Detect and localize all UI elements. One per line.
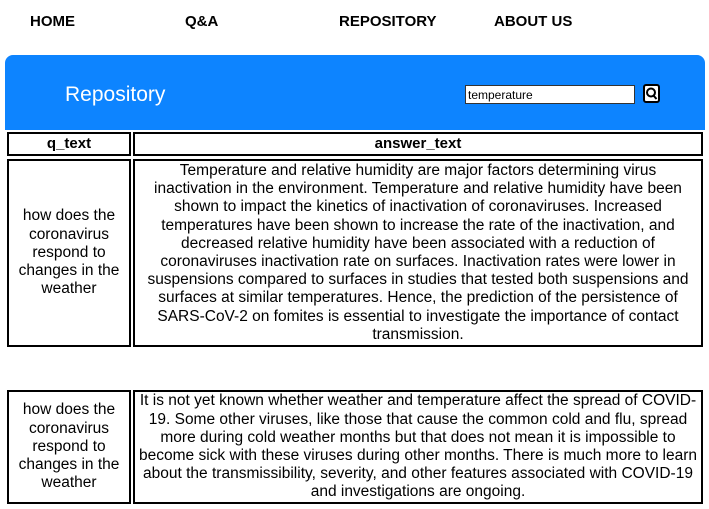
nav-home[interactable]: HOME	[30, 13, 75, 30]
column-header-answer-text: answer_text	[133, 132, 703, 156]
answer-text-cell: It is not yet known whether weather and temperature affect the spread of COVID-19. Some other viruses, like those that cause the common cold and flu, spread more during cold weather months but that does not mean it is impossible to become sick with these viruses during other months. There is much more to learn about the transmissibility, severity, and other features associated with COVID-19 and investigations are ongoing.	[133, 390, 703, 504]
search-button[interactable]	[643, 84, 660, 103]
nav-repository[interactable]: REPOSITORY	[339, 13, 437, 30]
q-text-cell: how does the coronavirus respond to changes in the weather	[7, 390, 131, 504]
page-title: Repository	[65, 83, 166, 106]
nav-qa[interactable]: Q&A	[185, 13, 219, 30]
answer-text-cell: Temperature and relative humidity are major factors determining virus inactivation in the environment. Temperature and relative humidity have been shown to impact the kinetics of inactivation of coronaviruses. Increased temperatures have been shown to increase the rate of the inactivation, and decreased relative humidity have been associated with a reduction of coronaviruses inactivation rate on surfaces. Inactivation rates were lower in suspensions compared to surfaces in studies that tested both suspensions and surfaces at similar temperatures. Hence, the prediction of the persistence of SARS-CoV-2 on fomites is essential to investigate the importance of contact transmission.	[133, 159, 703, 347]
nav-about-us[interactable]: ABOUT US	[494, 13, 573, 30]
search-icon	[645, 86, 658, 101]
q-text-cell: how does the coronavirus respond to changes in the weather	[7, 159, 131, 347]
column-header-q-text: q_text	[7, 132, 131, 156]
search-input[interactable]	[465, 85, 635, 104]
header-banner	[5, 55, 705, 130]
